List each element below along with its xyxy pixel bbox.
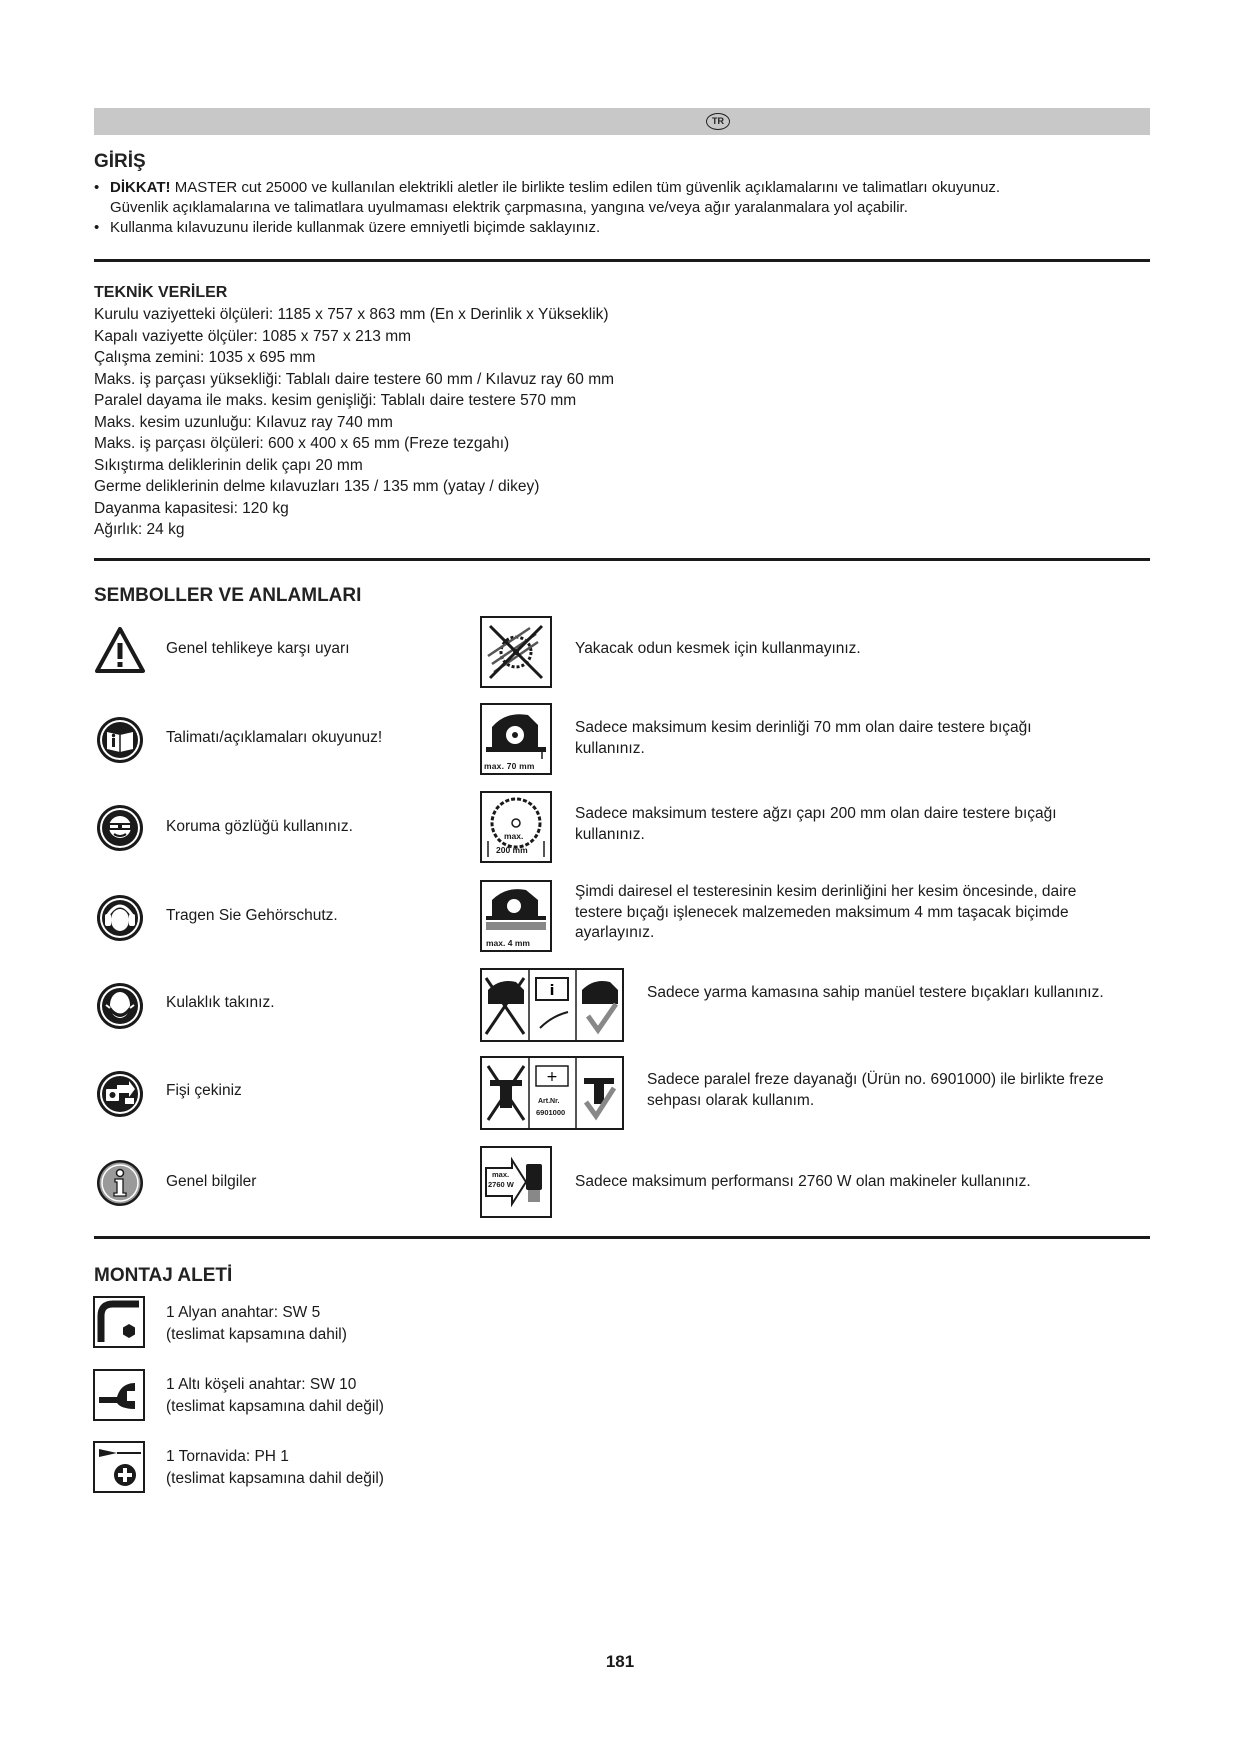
symbol-text-max-diameter: Sadece maksimum testere ağzı çapı 200 mm olan daire testere bıçağı kullanınız.	[575, 805, 1057, 843]
power-value-label: 2760 W	[488, 1180, 514, 1189]
header-bar	[94, 108, 1150, 135]
tool-item-wrench	[166, 1374, 384, 1418]
tech-line: Çalışma zemini: 1035 x 695 mm	[94, 349, 316, 366]
blade-diameter-label: 200 mm	[496, 845, 528, 855]
symbol-text-earmuffs: Kulaklık takınız.	[166, 994, 275, 1011]
no-firewood-icon	[480, 616, 552, 688]
intro-text: • DİKKAT! MASTER cut 25000 ve kullanılan elektrikli aletler ile birlikte teslim edilen tüm güvenlik açıklamalarını ve talimatları okuyunuz. Güvenlik açıklamalarına ve talimatlara uyulmaması elektrik çarpmasına, yangına ve/veya ağır yaralanmalara yol açabilir. • Kullanma kılavuzunu ileride kullanmak üzere emniyetli biçimde saklayınız.	[94, 178, 1154, 238]
wrench-icon	[93, 1369, 145, 1421]
tool-name: 1 Tornavida: PH 1	[166, 1448, 289, 1465]
power-max-label: max.	[492, 1170, 510, 1179]
symbol-text-general-hazard: Genel tehlikeye karşı uyarı	[166, 640, 350, 657]
symbol-text-read-manual: Talimatı/açıklamaları okuyunuz!	[166, 729, 383, 746]
cut-depth-label: max. 70 mm	[484, 761, 535, 771]
symbols-title: SEMBOLLER VE ANLAMLARI	[94, 585, 362, 606]
symbol-text-unplug: Fişi çekiniz	[166, 1082, 242, 1099]
warning-continuation: Güvenlik açıklamalarına ve talimatlara uyulmaması elektrik çarpmasına, yangına ve/veya ağır yaralanmalara yol açabilir.	[110, 199, 908, 216]
cut-depth-icon	[480, 703, 552, 775]
blade-overhang-label: max. 4 mm	[486, 938, 530, 948]
art-nr-label: Art.Nr.	[538, 1098, 560, 1105]
symbol-text-max-depth: Sadece maksimum kesim derinliği 70 mm olan daire testere bıçağı kullanınız.	[575, 719, 1032, 757]
tool-item-allen-key	[166, 1302, 347, 1346]
symbol-text-depth-adjust: Şimdi dairesel el testeresinin kesim derinliğini her kesim öncesinde, daire testere bıçağı işlenecek malzemeden maksimum 4 mm taşacak biçimde ayarlayınız.	[575, 883, 1077, 941]
tech-list	[94, 304, 614, 541]
tool-note: (teslimat kapsamına dahil değil)	[166, 1470, 384, 1487]
tech-line: Maks. iş parçası ölçüleri: 600 x 400 x 65 mm (Freze tezgahı)	[94, 435, 510, 452]
tech-line: Paralel dayama ile maks. kesim genişliği: Tablalı daire testere 570 mm	[94, 392, 577, 409]
tool-name: 1 Alyan anahtar: SW 5	[166, 1304, 321, 1321]
ear-protection-icon	[95, 893, 145, 943]
symbol-text-general-info: Genel bilgiler	[166, 1173, 257, 1190]
tech-line: Germe deliklerinin delme kılavuzları 135 / 135 mm (yatay / dikey)	[94, 478, 540, 495]
symbol-text-router-table: Sadece paralel freze dayanağı (Ürün no. 6901000) ile birlikte freze sehpası olarak kullanım.	[647, 1071, 1104, 1109]
language-badge: TR	[706, 113, 730, 130]
section-divider	[94, 259, 1150, 262]
tech-line: Kurulu vaziyetteki ölçüleri: 1185 x 757 x 863 mm (En x Derinlik x Yükseklik)	[94, 306, 609, 323]
tech-line: Sıkıştırma deliklerinin delik çapı 20 mm	[94, 456, 363, 474]
read-manual-icon	[95, 715, 145, 765]
blade-diameter-icon	[480, 791, 552, 863]
symbol-text-no-firewood: Yakacak odun kesmek için kullanmayınız.	[575, 640, 861, 657]
warning-prefix: DİKKAT!	[110, 179, 171, 196]
tech-title: TEKNİK VERİLER	[94, 284, 228, 301]
section-divider	[94, 558, 1150, 561]
mounting-title: MONTAJ ALETİ	[94, 1265, 233, 1286]
blade-overhang-icon	[480, 880, 552, 952]
router-table-icon	[480, 1056, 624, 1130]
page-number: 181	[605, 1652, 635, 1671]
safety-goggles-icon	[95, 803, 145, 853]
allen-key-icon	[93, 1296, 145, 1348]
tech-line: Dayanma kapasitesi: 120 kg	[94, 499, 289, 517]
tech-line: Ağırlık: 24 kg	[94, 521, 185, 538]
svg-text:+: +	[546, 1069, 558, 1085]
section-divider	[94, 1236, 1150, 1239]
warning-text: MASTER cut 25000 ve kullanılan elektrikli aletler ile birlikte teslim edilen tüm güvenlik açıklamalarını ve talimatları okuyunuz.	[170, 179, 1001, 196]
art-nr-value: 6901000	[536, 1108, 566, 1117]
unplug-icon	[95, 1069, 145, 1119]
symbol-text-goggles: Koruma gözlüğü kullanınız.	[166, 818, 353, 835]
screwdriver-icon	[93, 1441, 145, 1493]
blade-diameter-max-label: max.	[504, 831, 524, 841]
dust-mask-icon	[95, 981, 145, 1031]
tool-name: 1 Altı köşeli anahtar: SW 10	[166, 1376, 357, 1393]
info-icon	[95, 1158, 145, 1208]
tool-item-screwdriver	[166, 1446, 384, 1490]
symbol-text-riving-knife: Sadece yarma kamasına sahip manüel testere bıçakları kullanınız.	[647, 984, 1104, 1001]
tool-note: (teslimat kapsamına dahil)	[166, 1326, 347, 1343]
tech-line: Maks. kesim uzunluğu: Kılavuz ray 740 mm	[94, 413, 393, 431]
max-power-icon	[480, 1146, 552, 1218]
tool-note: (teslimat kapsamına dahil değil)	[166, 1398, 384, 1415]
keep-manual-text: Kullanma kılavuzunu ileride kullanmak üzere emniyetli biçimde saklayınız.	[110, 219, 601, 236]
warning-triangle-icon	[94, 626, 146, 674]
tech-line: Maks. iş parçası yüksekliği: Tablalı daire testere 60 mm / Kılavuz ray 60 mm	[94, 370, 615, 388]
tech-line: Kapalı vaziyette ölçüler: 1085 x 757 x 213 mm	[94, 327, 412, 345]
svg-text:i: i	[549, 983, 555, 999]
riving-knife-icon	[480, 968, 624, 1042]
symbol-text-hearing-protection: Tragen Sie Gehörschutz.	[166, 907, 338, 924]
intro-title: GİRİŞ	[94, 151, 146, 172]
symbol-text-max-power: Sadece maksimum performansı 2760 W olan makineler kullanınız.	[575, 1173, 1031, 1190]
